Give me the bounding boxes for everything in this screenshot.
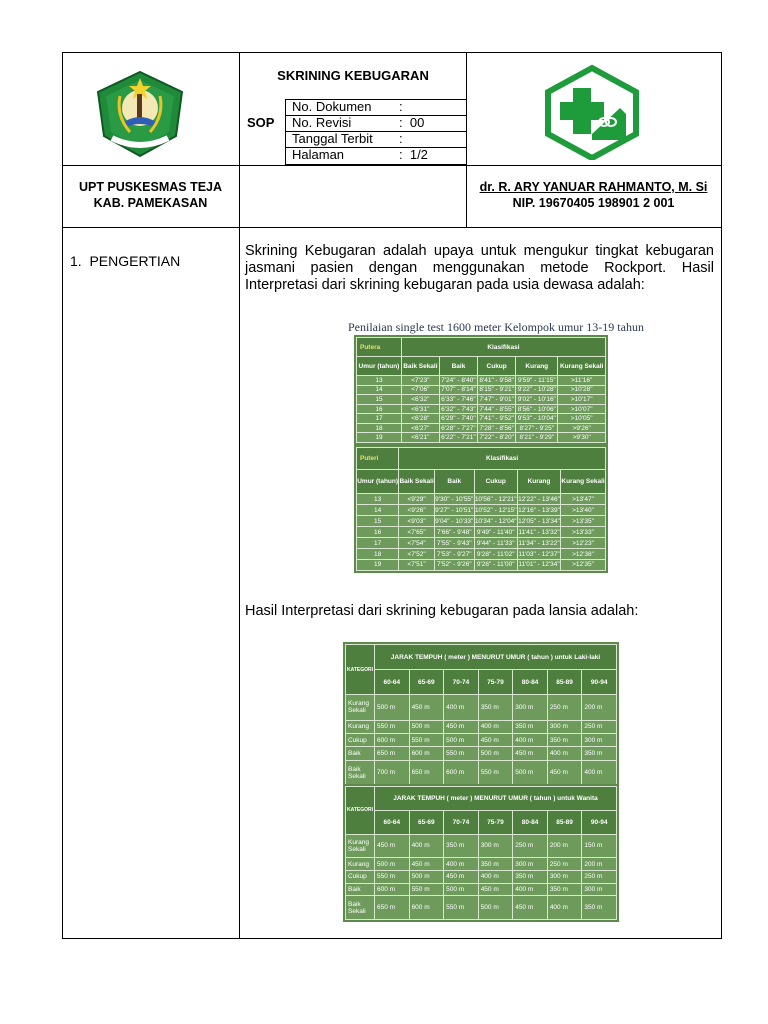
female-age-header: 90-94 — [582, 810, 617, 834]
puteri-cell: 12'05" - 13'34" — [518, 517, 560, 525]
male-cell: 400 m — [582, 760, 617, 785]
male-cell: 550 m — [478, 760, 513, 785]
putera-cell: 9'02" - 10'16" — [517, 396, 556, 404]
meta-halaman-label: Halaman — [292, 147, 345, 162]
puteri-cell: <9'29" — [399, 494, 435, 505]
male-cell: 500 m — [478, 747, 513, 760]
male-row-label: Baik — [346, 747, 375, 760]
unit-line-2: KAB. PAMEKASAN — [93, 196, 208, 210]
puteri-cell: 9'30" - 10'55" — [435, 495, 474, 503]
puteri-cell: 19 — [357, 559, 399, 570]
puteri-cell: 7'52" - 9'26" — [434, 559, 474, 570]
sop-label: SOP — [247, 115, 275, 130]
female-cell: 350 m — [478, 858, 513, 871]
female-cell: 300 m — [582, 883, 617, 896]
putera-cell: 6'29" - 7'40" — [441, 415, 476, 423]
table-row — [346, 720, 617, 733]
putera-cell: 8'27" - 9'25" — [516, 423, 558, 433]
table-row — [357, 494, 606, 505]
female-kategori: KATEGORI — [346, 787, 375, 835]
male-cell: 300 m — [582, 733, 617, 746]
putera-col-header: Baik — [439, 357, 477, 376]
putera-cell: 7'28" - 8'56" — [479, 424, 514, 432]
female-age-header: 65-69 — [409, 810, 444, 834]
male-age-header: 60-64 — [375, 670, 410, 695]
female-cell: 350 m — [547, 883, 582, 896]
puteri-cell: 11'03" - 12'37" — [518, 550, 560, 558]
male-cell: 450 m — [547, 760, 582, 785]
puteri-cell: 10'52" - 12'15" — [474, 506, 517, 514]
putera-cell: 15 — [357, 395, 402, 405]
putera-cell: >11'16" — [558, 376, 606, 386]
male-age-header: 70-74 — [444, 670, 479, 695]
putera-cell: 6'28" - 7'27" — [441, 424, 476, 432]
putera-col-header: Baik Sekali — [401, 357, 439, 376]
male-cell: 450 m — [444, 720, 479, 733]
table-row — [357, 395, 606, 405]
puskesmas-logo — [540, 64, 644, 160]
male-title: JARAK TEMPUH ( meter ) MENURUT UMUR ( tahun ) untuk Laki-laki — [375, 645, 617, 670]
puteri-cell: 14 — [357, 505, 399, 516]
table-row — [357, 404, 606, 414]
putera-cell: 19 — [357, 433, 402, 443]
puteri-cell: <7'51" — [399, 559, 435, 570]
female-row-label: Kurang — [346, 858, 375, 871]
female-cell: 550 m — [375, 870, 410, 883]
male-cell: 400 m — [478, 720, 513, 733]
puteri-cell: 10'56" - 12'21" — [474, 495, 517, 503]
female-cell: 200 m — [547, 834, 582, 858]
meta-revisi-value: : 00 — [399, 115, 425, 130]
puteri-cell: 9'26" - 11'00" — [474, 559, 517, 570]
female-row-label: Baik — [346, 883, 375, 896]
putera-col-header: Umur (tahun) — [357, 357, 402, 376]
puteri-cell: >13'35" — [561, 516, 606, 527]
document-title: SKRINING KEBUGARAN — [277, 68, 429, 83]
male-cell: 600 m — [409, 747, 444, 760]
puteri-cell: 9'28" - 11'02" — [474, 549, 517, 560]
section-paragraph-2: Hasil Interpretasi dari skrining kebugaran pada lansia adalah: — [245, 603, 639, 619]
putera-cell: 9'59" - 11'15" — [516, 376, 558, 386]
putera-cell: 8'21" - 9'29" — [516, 433, 558, 443]
puteri-cell: <9'26" — [399, 505, 435, 516]
pamekasan-logo — [90, 66, 190, 160]
putera-cell: 7'44" - 8'55" — [479, 405, 514, 413]
male-cell: 250 m — [582, 720, 617, 733]
table-row — [357, 549, 606, 560]
male-cell: 450 m — [513, 747, 548, 760]
puteri-cell: <7'52" — [399, 549, 435, 560]
puteri-cell: 17 — [357, 538, 399, 549]
putera-cell: 7'22" - 8'20" — [479, 434, 514, 442]
puteri-cell: 9'49" - 11'40" — [474, 527, 517, 538]
putera-cell: >10'05" — [558, 414, 606, 424]
male-cell: 350 m — [547, 733, 582, 746]
putera-cell: 7'47" - 9'01" — [479, 396, 514, 404]
lansia-table-female — [343, 784, 619, 922]
female-cell: 250 m — [513, 834, 548, 858]
male-cell: 500 m — [375, 695, 410, 720]
puteri-cell: 16 — [357, 527, 399, 538]
putera-cell: 13 — [357, 376, 402, 386]
female-title: JARAK TEMPUH ( meter ) MENURUT UMUR ( tahun ) untuk Wanita — [375, 787, 617, 811]
female-cell: 350 m — [513, 870, 548, 883]
puteri-col-header: Baik Sekali — [399, 469, 435, 494]
female-cell: 500 m — [409, 870, 444, 883]
meta-halaman-value: : 1/2 — [399, 147, 428, 162]
putera-cell: <6'27" — [401, 423, 439, 433]
putera-cell: 17 — [357, 414, 402, 424]
putera-cell: >9'26" — [558, 423, 606, 433]
female-cell: 450 m — [375, 834, 410, 858]
male-cell: 450 m — [409, 695, 444, 720]
table-row — [357, 423, 606, 433]
puteri-cell: 7'66" - 9'48" — [434, 527, 474, 538]
rockport-table-putera — [354, 335, 608, 445]
female-cell: 400 m — [409, 834, 444, 858]
puteri-cell: 13 — [357, 494, 399, 505]
male-cell: 650 m — [375, 747, 410, 760]
table-row — [346, 834, 617, 858]
female-age-header: 75-79 — [478, 810, 513, 834]
female-cell: 150 m — [582, 834, 617, 858]
female-cell: 550 m — [444, 896, 479, 920]
putera-cell: 8'56" - 10'06" — [517, 405, 556, 413]
female-cell: 350 m — [444, 834, 479, 858]
putera-col-header: Kurang — [516, 357, 558, 376]
puteri-cell: 9'27" - 10'51" — [435, 506, 474, 514]
putera-cell: <6'32" — [401, 395, 439, 405]
table-row — [346, 858, 617, 871]
section-title: 1. PENGERTIAN — [70, 253, 181, 269]
female-cell: 450 m — [478, 883, 513, 896]
puteri-cell: 12'16" - 13'39" — [518, 506, 560, 514]
table-row — [357, 385, 606, 395]
puteri-klasifikasi: Klasifikasi — [399, 448, 606, 470]
female-age-header: 80-84 — [513, 810, 548, 834]
putera-cell: 14 — [357, 385, 402, 395]
female-cell: 250 m — [547, 858, 582, 871]
table-row — [357, 414, 606, 424]
male-row-label: Cukup — [346, 733, 375, 746]
male-kategori: KATEGORI — [346, 645, 375, 695]
female-cell: 450 m — [444, 870, 479, 883]
female-age-header: 60-64 — [375, 810, 410, 834]
putera-cell: 6'33" - 7'46" — [441, 396, 476, 404]
unit-name — [62, 179, 239, 211]
male-row-label: Kurang Sekali — [346, 695, 375, 720]
putera-cell: >9'30" — [558, 433, 606, 443]
male-age-header: 80-84 — [513, 670, 548, 695]
putera-cell: 6'32" - 7'43" — [441, 405, 476, 413]
male-cell: 200 m — [582, 695, 617, 720]
table-row — [346, 870, 617, 883]
female-cell: 300 m — [513, 858, 548, 871]
male-cell: 500 m — [444, 733, 479, 746]
female-cell: 450 m — [513, 896, 548, 920]
male-cell: 300 m — [513, 695, 548, 720]
female-cell: 600 m — [375, 883, 410, 896]
male-age-header: 65-69 — [409, 670, 444, 695]
puteri-cell: >13'47" — [561, 494, 606, 505]
puteri-cell: >13'40" — [561, 505, 606, 516]
puteri-col-header: Kurang — [517, 469, 560, 494]
puteri-cell: >12'38" — [561, 549, 606, 560]
female-cell: 450 m — [409, 858, 444, 871]
unit-line-1: UPT PUSKESMAS TEJA — [78, 180, 223, 194]
female-cell: 300 m — [478, 834, 513, 858]
table-row — [346, 747, 617, 760]
male-cell: 300 m — [547, 720, 582, 733]
female-cell: 500 m — [375, 858, 410, 871]
female-cell: 650 m — [375, 896, 410, 920]
signer-nip: NIP. 19670405 198901 2 001 — [512, 196, 675, 210]
female-age-header: 70-74 — [444, 810, 479, 834]
male-cell: 550 m — [409, 733, 444, 746]
meta-terbit-label: Tanggal Terbit — [292, 131, 373, 146]
puteri-cell: 11'41" - 13'32" — [518, 528, 560, 536]
table-row — [346, 733, 617, 746]
female-cell: 550 m — [409, 883, 444, 896]
table-row — [357, 527, 606, 538]
male-cell: 550 m — [375, 720, 410, 733]
female-cell: 400 m — [513, 883, 548, 896]
puteri-cell: 10'34" - 12'04" — [474, 517, 517, 525]
signer-name: dr. R. ARY YANUAR RAHMANTO, M. Si — [479, 180, 708, 194]
puteri-cell: 11'01" - 12'34" — [517, 559, 560, 570]
puteri-cell: 9'04" - 10'33" — [435, 517, 474, 525]
puteri-cell: >12'35" — [561, 559, 606, 570]
female-cell: 250 m — [582, 870, 617, 883]
table-row — [346, 883, 617, 896]
puteri-cell: <7'65" — [399, 527, 435, 538]
puteri-cell: 12'22" - 13'46" — [518, 495, 560, 503]
putera-cell: 7'24" - 8'40" — [441, 376, 476, 384]
male-cell: 400 m — [547, 747, 582, 760]
putera-cell: 8'41" - 9'58" — [479, 376, 514, 384]
putera-cell: 6'22" - 7'21" — [441, 434, 476, 442]
female-row-label: Baik Sekali — [346, 896, 375, 920]
putera-cell: <6'31" — [401, 404, 439, 414]
putera-cell: <7'06" — [401, 385, 439, 395]
table-row — [357, 433, 606, 443]
puteri-cell: 7'55" - 9'43" — [434, 538, 474, 549]
female-cell: 400 m — [547, 896, 582, 920]
female-cell: 400 m — [444, 858, 479, 871]
female-cell: 350 m — [582, 896, 617, 920]
female-row-label: Cukup — [346, 870, 375, 883]
puteri-col-header: Cukup — [474, 469, 517, 494]
putera-cell: 16 — [357, 404, 402, 414]
putera-cell: <6'28" — [401, 414, 439, 424]
female-age-header: 85-89 — [547, 810, 582, 834]
male-cell: 500 m — [409, 720, 444, 733]
putera-head: Putera — [357, 338, 402, 357]
putera-cell: 7'41" - 9'52" — [479, 415, 514, 423]
putera-klasifikasi: Klasifikasi — [401, 338, 605, 357]
putera-cell: 7'07" - 8'14" — [441, 386, 476, 394]
male-cell: 350 m — [478, 695, 513, 720]
male-age-header: 90-94 — [582, 670, 617, 695]
female-cell: 200 m — [582, 858, 617, 871]
table-row — [346, 896, 617, 920]
putera-cell: >10'17" — [558, 395, 606, 405]
table-row — [346, 760, 617, 785]
puteri-cell: 7'53" - 9'27" — [434, 549, 474, 560]
male-age-header: 85-89 — [547, 670, 582, 695]
puteri-col-header: Baik — [434, 469, 474, 494]
puteri-cell: 18 — [357, 549, 399, 560]
lansia-table-male — [343, 642, 619, 788]
table-row — [346, 695, 617, 720]
male-cell: 600 m — [375, 733, 410, 746]
female-cell: 300 m — [547, 870, 582, 883]
puteri-col-header: Umur (tahun) — [357, 469, 399, 494]
puteri-cell: 15 — [357, 516, 399, 527]
male-cell: 550 m — [444, 747, 479, 760]
female-cell: 400 m — [478, 870, 513, 883]
putera-col-header: Kurang Sekali — [558, 357, 606, 376]
putera-cell: <7'23" — [401, 376, 439, 386]
putera-cell: >10'07" — [558, 404, 606, 414]
male-cell: 450 m — [478, 733, 513, 746]
puteri-cell: >13'33" — [561, 527, 606, 538]
puteri-head: Puteri — [357, 448, 399, 470]
putera-cell: 9'53" - 10'04" — [517, 415, 556, 423]
male-cell: 250 m — [547, 695, 582, 720]
meta-revisi-label: No. Revisi — [292, 115, 352, 130]
male-row-label: Baik Sekali — [346, 760, 375, 785]
table-row — [357, 538, 606, 549]
putera-cell: <6'21" — [401, 433, 439, 443]
puteri-col-header: Kurang Sekali — [561, 469, 606, 494]
table-row — [357, 505, 606, 516]
puteri-cell: 9'44" - 11'33" — [474, 538, 517, 549]
putera-cell: 18 — [357, 423, 402, 433]
male-cell: 400 m — [513, 733, 548, 746]
rockport-title: Penilaian single test 1600 meter Kelompok umur 13-19 tahun — [348, 320, 644, 334]
table-row — [357, 559, 606, 570]
male-cell: 350 m — [582, 747, 617, 760]
putera-col-header: Cukup — [478, 357, 516, 376]
table-row — [357, 376, 606, 386]
puteri-cell: <9'03" — [399, 516, 435, 527]
putera-cell: 8'15" - 9'21" — [479, 386, 514, 394]
table-row — [357, 516, 606, 527]
male-row-label: Kurang — [346, 720, 375, 733]
puteri-cell: <7'54" — [399, 538, 435, 549]
putera-cell: >10'28" — [558, 385, 606, 395]
female-row-label: Kurang Sekali — [346, 834, 375, 858]
male-cell: 700 m — [375, 760, 410, 785]
female-cell: 600 m — [409, 896, 444, 920]
male-cell: 600 m — [444, 760, 479, 785]
section-paragraph-1: Skrining Kebugaran adalah upaya untuk mengukur tingkat kebugaran jasmani pasien dengan menggunakan metode Rockport. Hasil Interpretasi dari skrining kebugaran pada usia dewasa adalah: — [245, 243, 714, 293]
puteri-cell: 11'34" - 13'22" — [518, 539, 560, 547]
rockport-table-puteri — [354, 445, 608, 573]
meta-terbit-value: : — [399, 131, 403, 146]
female-cell: 500 m — [478, 896, 513, 920]
male-cell: 350 m — [513, 720, 548, 733]
male-cell: 650 m — [409, 760, 444, 785]
female-cell: 500 m — [444, 883, 479, 896]
male-cell: 400 m — [444, 695, 479, 720]
putera-cell: 9'22" - 10'28" — [517, 386, 556, 394]
signer-block — [466, 179, 721, 211]
male-age-header: 75-79 — [478, 670, 513, 695]
puteri-cell: >12'23" — [561, 538, 606, 549]
male-cell: 500 m — [513, 760, 548, 785]
meta-dokumen-value: : — [399, 99, 403, 114]
meta-dokumen-label: No. Dokumen — [292, 99, 372, 114]
